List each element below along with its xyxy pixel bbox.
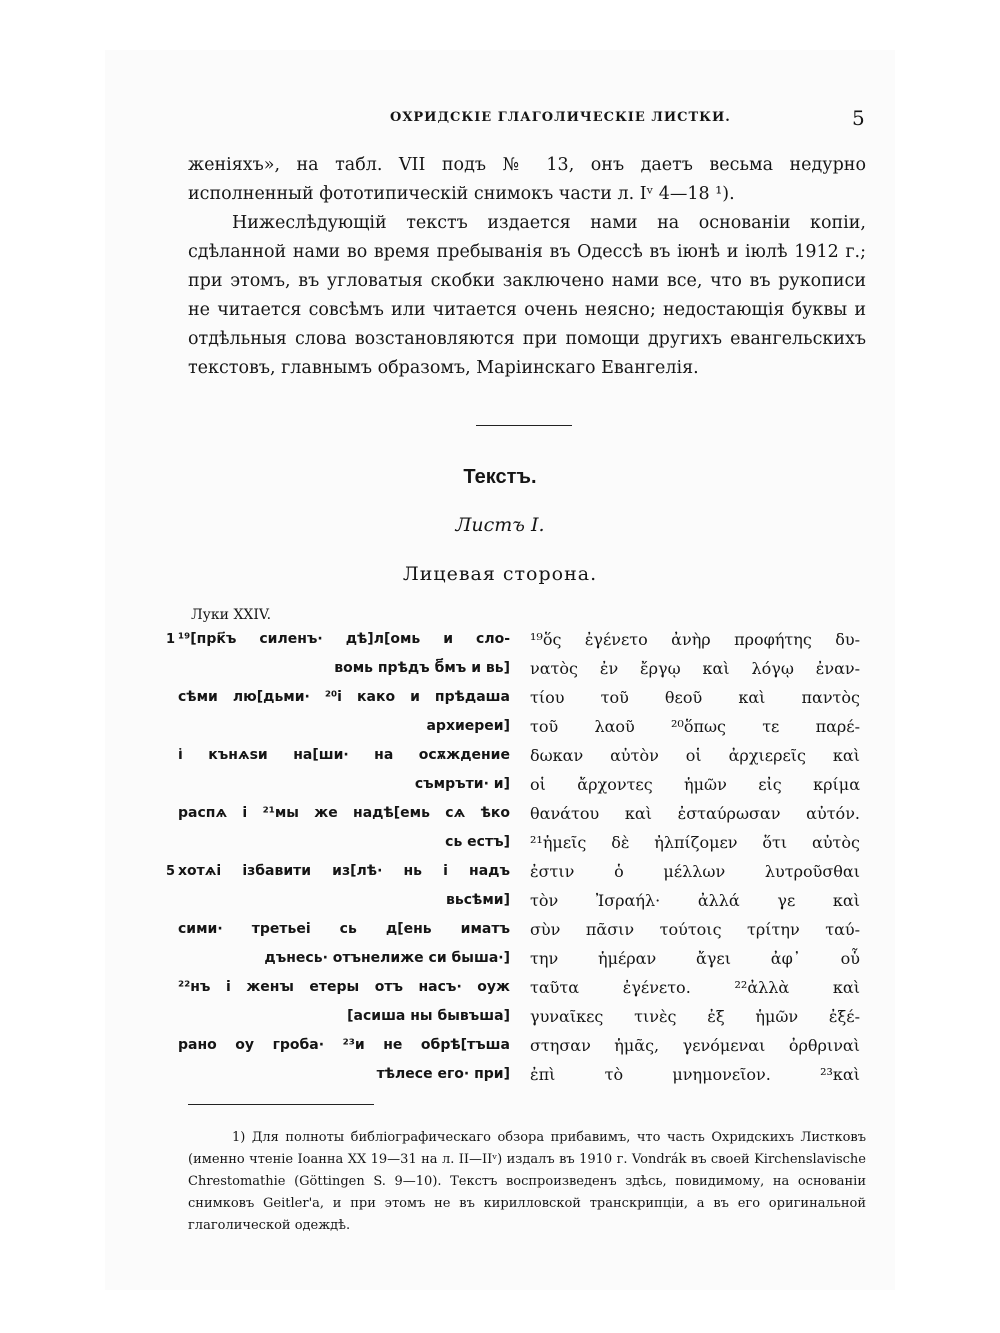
- greek-line: ἐπὶ τὸ μνημονεῖον. ²³καὶ: [530, 1065, 860, 1084]
- greek-line: νατὸς ἐν ἔργῳ καὶ λόγῳ ἐναν-: [530, 659, 860, 678]
- slavonic-line: [178, 886, 510, 915]
- slavonic-text: съмръти· и]: [414, 776, 510, 792]
- slavonic-text: вомь прѣдъ б҃мъ и вь]: [334, 660, 510, 676]
- slavonic-text: сь естъ]: [445, 834, 510, 850]
- slavonic-line: [178, 770, 510, 799]
- slavonic-text: ²²нъ і женꙑ етеры отъ насъ· оуж: [178, 979, 510, 995]
- intro-paragraph-1: женіяхъ», на табл. VII подъ № 13, онъ даетъ весьма недурно исполненный фототипическій снимокъ части л. Iᵛ 4—18 ¹).: [188, 155, 866, 204]
- slavonic-line: [178, 973, 510, 1002]
- slavonic-text: хотѧі ізбавити из[лѣ· нь і надъ: [178, 863, 510, 879]
- slavonic-line: [178, 944, 510, 973]
- slavonic-line: [178, 1002, 510, 1031]
- slavonic-line: [166, 625, 510, 654]
- slavonic-text: архиереи]: [426, 718, 510, 734]
- slavonic-text: [асиша ны бывъша]: [347, 1008, 510, 1024]
- slavonic-text: распѧ і ²¹мы же надѣ[емь сѧ ѣко: [178, 805, 510, 821]
- greek-line: τοῦ λαοῦ ²⁰ὅπως τε παρέ-: [530, 717, 860, 736]
- greek-line: ¹⁹ὅς ἐγένετο ἀνὴρ προφήτης δυ-: [530, 630, 860, 649]
- greek-line: στησαν ἡμᾶς, γενόμεναι ὀρθριναὶ: [530, 1036, 860, 1055]
- slavonic-line: [178, 654, 510, 683]
- section-title: Текстъ.: [463, 466, 537, 488]
- greek-line: ἐστιν ὁ μέλλων λυτροῦσθαι: [530, 862, 860, 881]
- intro-paragraph-2: Нижеслѣдующій текстъ издается нами на основаніи копіи, сдѣланной нами во время пребыванія въ Одессѣ въ іюнѣ и іюлѣ 1912 г.; при этомъ, въ угловатыя скобки заключено нами все, что въ рукописи не читается совсѣмъ или читается очень неясно; недостающія буквы и отдѣльныя слова возстановляются при помощи другихъ евангельскихъ текстовъ, главнымъ образомъ, Маріинскаго Евангелія.: [188, 213, 866, 378]
- greek-line: δωκαν αὐτὸν οἱ ἀρχιερεῖς καὶ: [530, 746, 860, 765]
- footnote: 1) Для полноты библіографическаго обзора прибавимъ, что часть Охридскихъ Листковъ (именно чтеніе Іоанна XX 19—31 на л. II—IIᵛ) издалъ въ 1910 г. Vondrák въ своей Kirchenslavische Chrestomathie (Göttingen S. 9—10). Текстъ воспроизведенъ здѣсь, повидимому, на основаніи снимковъ Geitler'а, и при этомъ не въ кирилловской транскрипціи, а въ его оригинальной глаголической одеждѣ.: [188, 1130, 866, 1233]
- greek-line: την ἡμέραν ἄγει ἀφ᾽ οὗ: [530, 949, 860, 968]
- greek-line: τὸν Ἰσραήλ· ἀλλά γε καὶ: [530, 891, 860, 910]
- greek-column: [530, 625, 860, 1089]
- slavonic-text: рано оу гроба· ²³и не обрѣ[тъша: [178, 1037, 510, 1053]
- footnote-rule: [188, 1104, 374, 1105]
- slavonic-line: [178, 799, 510, 828]
- page-number: 5: [852, 106, 865, 130]
- line-number: 5: [166, 864, 176, 879]
- slavonic-line: [166, 857, 510, 886]
- greek-line: οἱ ἄρχοντες ἡμῶν εἰς κρίμα: [530, 775, 860, 794]
- slavonic-line: [178, 1060, 510, 1089]
- slavonic-line: [178, 683, 510, 712]
- slavonic-line: [178, 915, 510, 944]
- slavonic-text: і҅ кънѧѕи на[ши· на осѫждение: [178, 747, 510, 763]
- slavonic-text: тѣлесе его· при]: [376, 1066, 510, 1082]
- slavonic-line: [178, 741, 510, 770]
- slavonic-text: вьсѣми]: [446, 892, 510, 908]
- greek-line: σὺν πᾶσιν τούτοις τρίτην ταύ-: [530, 920, 860, 939]
- greek-line: τίου τοῦ θεοῦ καὶ παντὸς: [530, 688, 860, 707]
- slavonic-text: ¹⁹[прк҃ъ силенъ· дѣ]л[омь и сло-: [178, 631, 510, 647]
- gospel-reference: Луки XXIV.: [191, 607, 272, 623]
- side-title: Лицевая сторона.: [402, 563, 598, 585]
- greek-line: ²¹ἡμεῖς δὲ ἠλπίζομεν ὅτι αὐτὸς: [530, 833, 860, 852]
- slavonic-text: сѣми лю[дьми· ²⁰і како и прѣдаша: [178, 689, 510, 705]
- slavonic-line: [178, 1031, 510, 1060]
- slavonic-line: [178, 828, 510, 857]
- line-number: 1: [166, 632, 176, 647]
- slavonic-line: [178, 712, 510, 741]
- greek-line: γυναῖκες τινὲς ἐξ ἡμῶν ἐξέ-: [530, 1007, 860, 1026]
- slavonic-column: [166, 625, 510, 1089]
- greek-line: ταῦτα ἐγένετο. ²²ἀλλὰ καὶ: [530, 978, 860, 997]
- leaf-title: Листъ I.: [455, 514, 545, 536]
- slavonic-text: дънесь· отънелиже си быша·]: [264, 950, 510, 966]
- running-title: ОХРИДСКІЕ ГЛАГОЛИЧЕСКІЕ ЛИСТКИ.: [390, 110, 731, 125]
- slavonic-text: сими· третьеі сь д[ень иматъ: [178, 921, 510, 937]
- section-divider: [476, 425, 572, 426]
- greek-line: θανάτου καὶ ἐσταύρωσαν αὐτόν.: [530, 804, 860, 823]
